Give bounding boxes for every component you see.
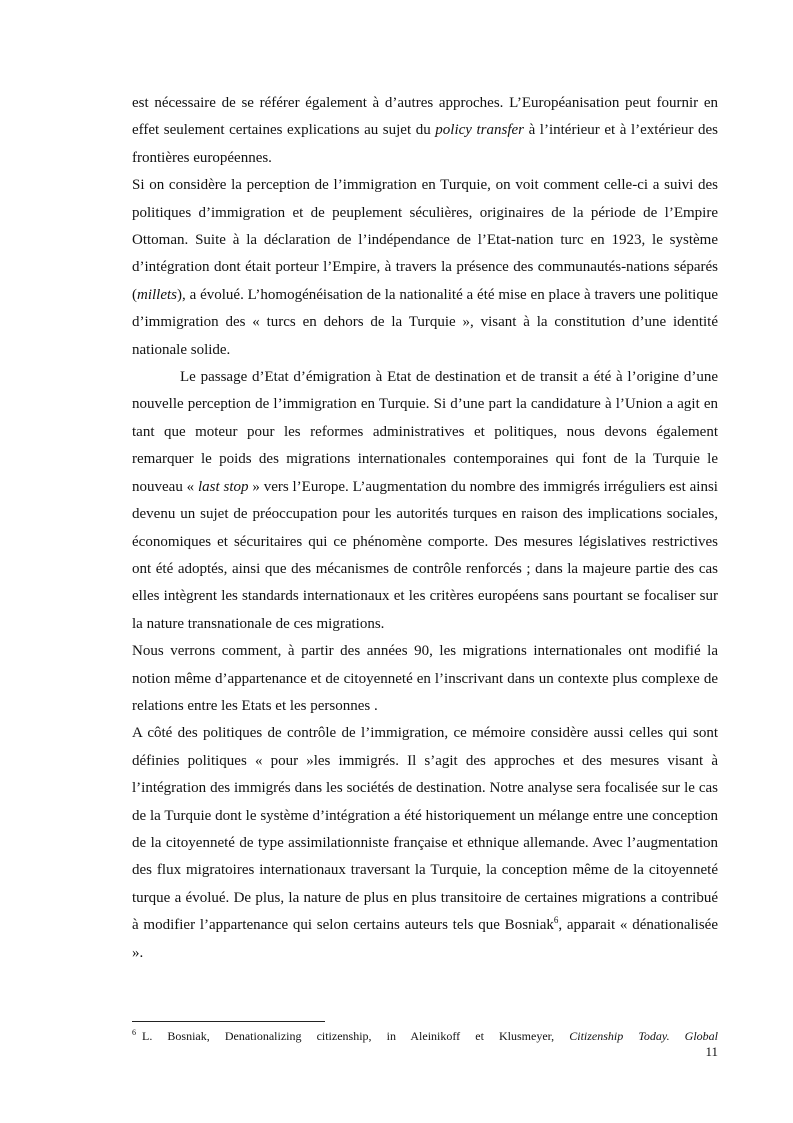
paragraph-3 (132, 364, 718, 638)
footnote-reference[interactable]: 6 (553, 915, 559, 926)
paragraph-1-text-b: à l’intérieur et à l’extérieur des frontières européennes. (132, 122, 718, 166)
paragraph-3-italic: last stop (198, 478, 249, 495)
paragraph-3-text-b: » vers l’Europe. L’augmentation du nombre des immigrés irréguliers est ainsi devenu un sujet de préoccupation pour les autorités turques en raison des implications sociales, économiques et sécuritaires qui ce phénomène comporte. Des mesures législatives restrictives ont été adoptés, ainsi que des mécanismes de contrôle renforcés ; dans la majeure partie des cas elles intègrent les standards internationaux et les critères européens sans pourtant se focaliser sur la nature transnationale de ces migrations. (132, 478, 718, 632)
paragraph-1 (132, 90, 718, 172)
page-number: 11 (705, 1044, 718, 1059)
footnote-separator (132, 1021, 325, 1022)
paragraph-1-text-a: est nécessaire de se référer également à d’autres approches. L’Européanisation peut fournir en effet seulement certaines explications au sujet du (132, 95, 718, 139)
paragraph-2 (132, 172, 718, 364)
paragraph-5-text-b: , apparait « dénationalisée ». (132, 917, 718, 961)
paragraph-4: Nous verrons comment, à partir des années 90, les migrations internationales ont modifié la notion même d’appartenance et de citoyenneté en l’inscrivant dans un contexte plus complexe de relations entre les Etats et les personnes . (132, 643, 718, 714)
paragraph-2-text-a: Si on considère la perception de l’immigration en Turquie, on voit comment celle-ci a suivi des politiques d’immigration et de peuplement séculières, originaires de la période de l’Empire Ottoman. Suite à la déclaration de l’indépendance de l’Etat-nation turc en 1923, le système d’intégration dont était porteur l’Empire, à travers la présence des communautés-nations séparés ( (132, 177, 718, 303)
paragraph-2-italic: millets (137, 286, 177, 303)
footnote-mark: 6 (132, 1028, 136, 1037)
footnote-italic: Citizenship Today. Global (569, 1029, 718, 1043)
paragraph-2-text-b: ), a évolué. L’homogénéisation de la nationalité a été mise en place à travers une politique d’immigration des « turcs en dehors de la Turquie », visant à la constitution d’une identité nationale solide. (132, 286, 718, 358)
body-text (132, 90, 718, 967)
paragraph-5 (132, 720, 718, 967)
footnote (132, 1028, 718, 1044)
paragraph-5-text-a: A côté des politiques de contrôle de l’immigration, ce mémoire considère aussi celles qui sont définies politiques « pour »les immigrés. Il s’agit des approches et des mesures visant à l’intégration des immigrés dans les sociétés de destination. Notre analyse sera focalisée sur le cas de la Turquie dont le système d’intégration a été historiquement un mélange entre une conception de la citoyenneté de type assimilationniste française et ethnique allemande. Avec l’augmentation des flux migratoires internationaux traversant la Turquie, la conception même de la citoyenneté turque a évolué. De plus, la nature de plus en plus transitoire de certaines migrations a contribué à modifier l’appartenance qui selon certains auteurs tels que Bosniak (132, 725, 718, 934)
footnote-text: L. Bosniak, Denationalizing citizenship, in Aleinikoff et Klusmeyer, (142, 1029, 570, 1043)
paragraph-3-text-a: Le passage d’Etat d’émigration à Etat de destination et de transit a été à l’origine d’une nouvelle perception de l’immigration en Turquie. Si d’une part la candidature à l’Union a agit en tant que moteur pour les reformes administratives et politiques, nous devons également remarquer le poids des migrations internationales contemporaines qui font de la Turquie le nouveau « (132, 369, 718, 495)
paragraph-1-italic: policy transfer (435, 122, 525, 139)
